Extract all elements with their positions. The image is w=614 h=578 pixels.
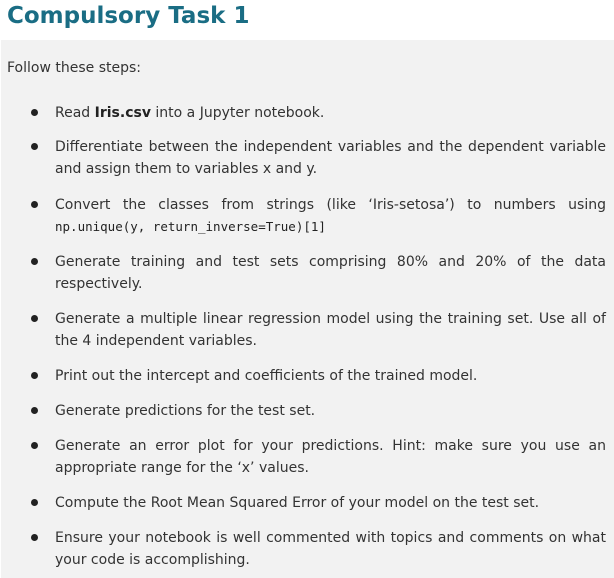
step-text: Compute the Root Mean Squared Error of your model on the test set. xyxy=(55,495,540,511)
bullet-icon xyxy=(31,442,38,449)
bullet-icon xyxy=(31,499,38,506)
step-text: Generate predictions for the test set. xyxy=(55,403,316,419)
step-text: Generate a multiple linear regression model using the training set. Use all of the 4 independent variables. xyxy=(55,311,606,349)
step-text: Convert the classes from strings (like ‘Iris-setosa’) to numbers using xyxy=(55,197,606,213)
step-item xyxy=(0,102,614,124)
step-item xyxy=(0,492,614,514)
step-item xyxy=(0,435,614,479)
bullet-icon xyxy=(31,534,38,541)
bullet-icon xyxy=(31,372,38,379)
bullet-icon xyxy=(31,258,38,265)
bullet-icon xyxy=(31,143,38,150)
step-text: Ensure your notebook is well commented with topics and comments on what your code is accomplishing. xyxy=(55,530,606,568)
step-item xyxy=(0,251,614,295)
step-item xyxy=(0,400,614,422)
step-item xyxy=(0,527,614,571)
bullet-icon xyxy=(31,407,38,414)
step-text-pre: Read xyxy=(55,105,95,121)
step-text: Differentiate between the independent variables and the dependent variable and assign them to variables x and y. xyxy=(55,139,606,177)
page-title: Compulsory Task 1 xyxy=(7,3,250,29)
step-item xyxy=(0,365,614,387)
step-file-name: Iris.csv xyxy=(94,105,151,121)
step-code: np.unique(y, return_inverse=True)[1] xyxy=(55,219,326,234)
step-text: Generate training and test sets comprising 80% and 20% of the data respectively. xyxy=(55,254,606,292)
intro-text: Follow these steps: xyxy=(7,60,141,76)
step-item xyxy=(0,136,614,180)
step-item xyxy=(0,194,614,238)
step-item xyxy=(0,308,614,352)
step-text: Print out the intercept and coefficients of the trained model. xyxy=(55,368,478,384)
step-text: Generate an error plot for your predictions. Hint: make sure you use an appropriate range for the ‘x’ values. xyxy=(55,438,606,476)
bullet-icon xyxy=(31,109,38,116)
bullet-icon xyxy=(31,201,38,208)
step-text-post: into a Jupyter notebook. xyxy=(150,105,325,121)
bullet-icon xyxy=(31,315,38,322)
